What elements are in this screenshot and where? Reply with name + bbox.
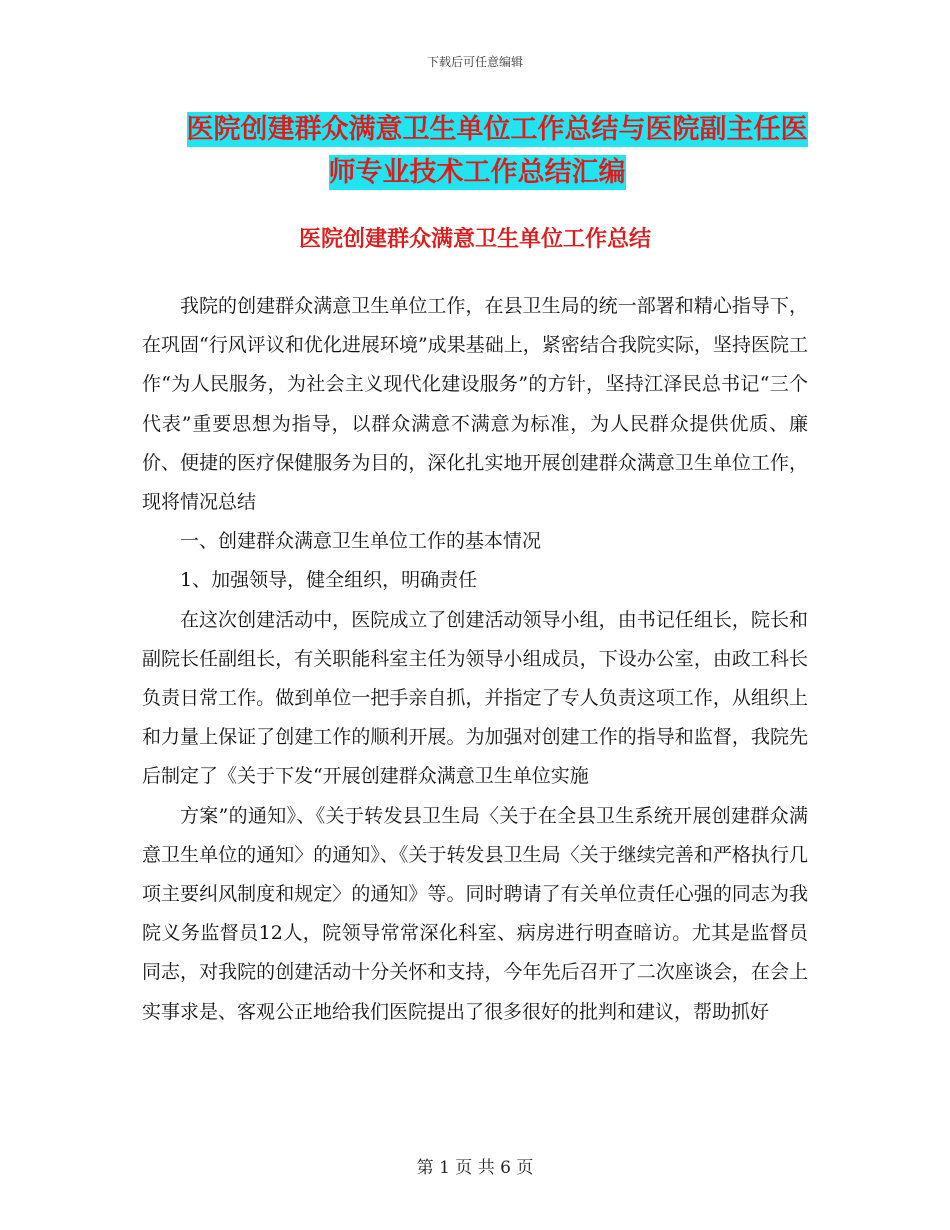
document-title-text-1: 医院创建群众满意卫生单位工作总结与医院副主任医 bbox=[186, 114, 808, 145]
page-number-footer: 第 1 页 共 6 页 bbox=[416, 1158, 534, 1178]
paragraph-notices: 方案”的通知》、《关于转发县卫生局〈关于在全县卫生系统开展创建群众满意卫生单位的通知〉的通知》、《关于转发县卫生局〈关于继续完善和严格执行几项主要纠风制度和规定〉的通知》等。同时聘请了有关单位责任心强的同志为我院义务监督员12人，院领导常常深化科室、病房进行明查暗访。尤其是监督员同志，对我院的创建活动十分关怀和支持，今年先后召开了二次座谈会，在会上实事求是、客观公正地给我们医院提出了很多很好的批判和建议，帮助抓好 bbox=[142, 804, 808, 1023]
document-body bbox=[142, 287, 808, 1032]
paragraph-leadership: 在这次创建活动中，医院成立了创建活动领导小组，由书记任组长，院长和副院长任副组长，有关职能科室主任为领导小组成员，下设办公室，由政工科长负责日常工作。做到单位一把手亲自抓，并指定了专人负责这项工作，从组织上和力量上保证了创建工作的顺利开展。为加强对创建工作的指导和监督，我院先后制定了《关于下发“开展创建群众满意卫生单位实施 bbox=[142, 608, 808, 788]
document-title-text-2: 师专业技术工作总结汇编 bbox=[328, 157, 626, 188]
heading-basic-situation: 一、创建群众满意卫生单位工作的基本情况 bbox=[180, 530, 542, 553]
page-header-note: 下载后可任意编辑 bbox=[426, 55, 523, 69]
section-title: 医院创建群众满意卫生单位工作总结 bbox=[298, 227, 651, 252]
document-title-line-1 bbox=[0, 112, 950, 148]
paragraph-intro: 我院的创建群众满意卫生单位工作，在县卫生局的统一部署和精心指导下，在巩固“行风评议和优化进展环境”成果基础上，紧密结合我院实际，坚持医院工作“为人民服务，为社会主义现代化建设服务”的方针，坚持江泽民总书记“三个代表”重要思想为指导，以群众满意不满意为标准，为人民群众提供优质、廉价、便捷的医疗保健服务为目的，深化扎实地开展创建群众满意卫生单位工作，现将情况总结 bbox=[142, 295, 808, 514]
heading-leadership: 1、加强领导，健全组织，明确责任 bbox=[180, 569, 478, 592]
document-title-line-2 bbox=[0, 155, 950, 191]
